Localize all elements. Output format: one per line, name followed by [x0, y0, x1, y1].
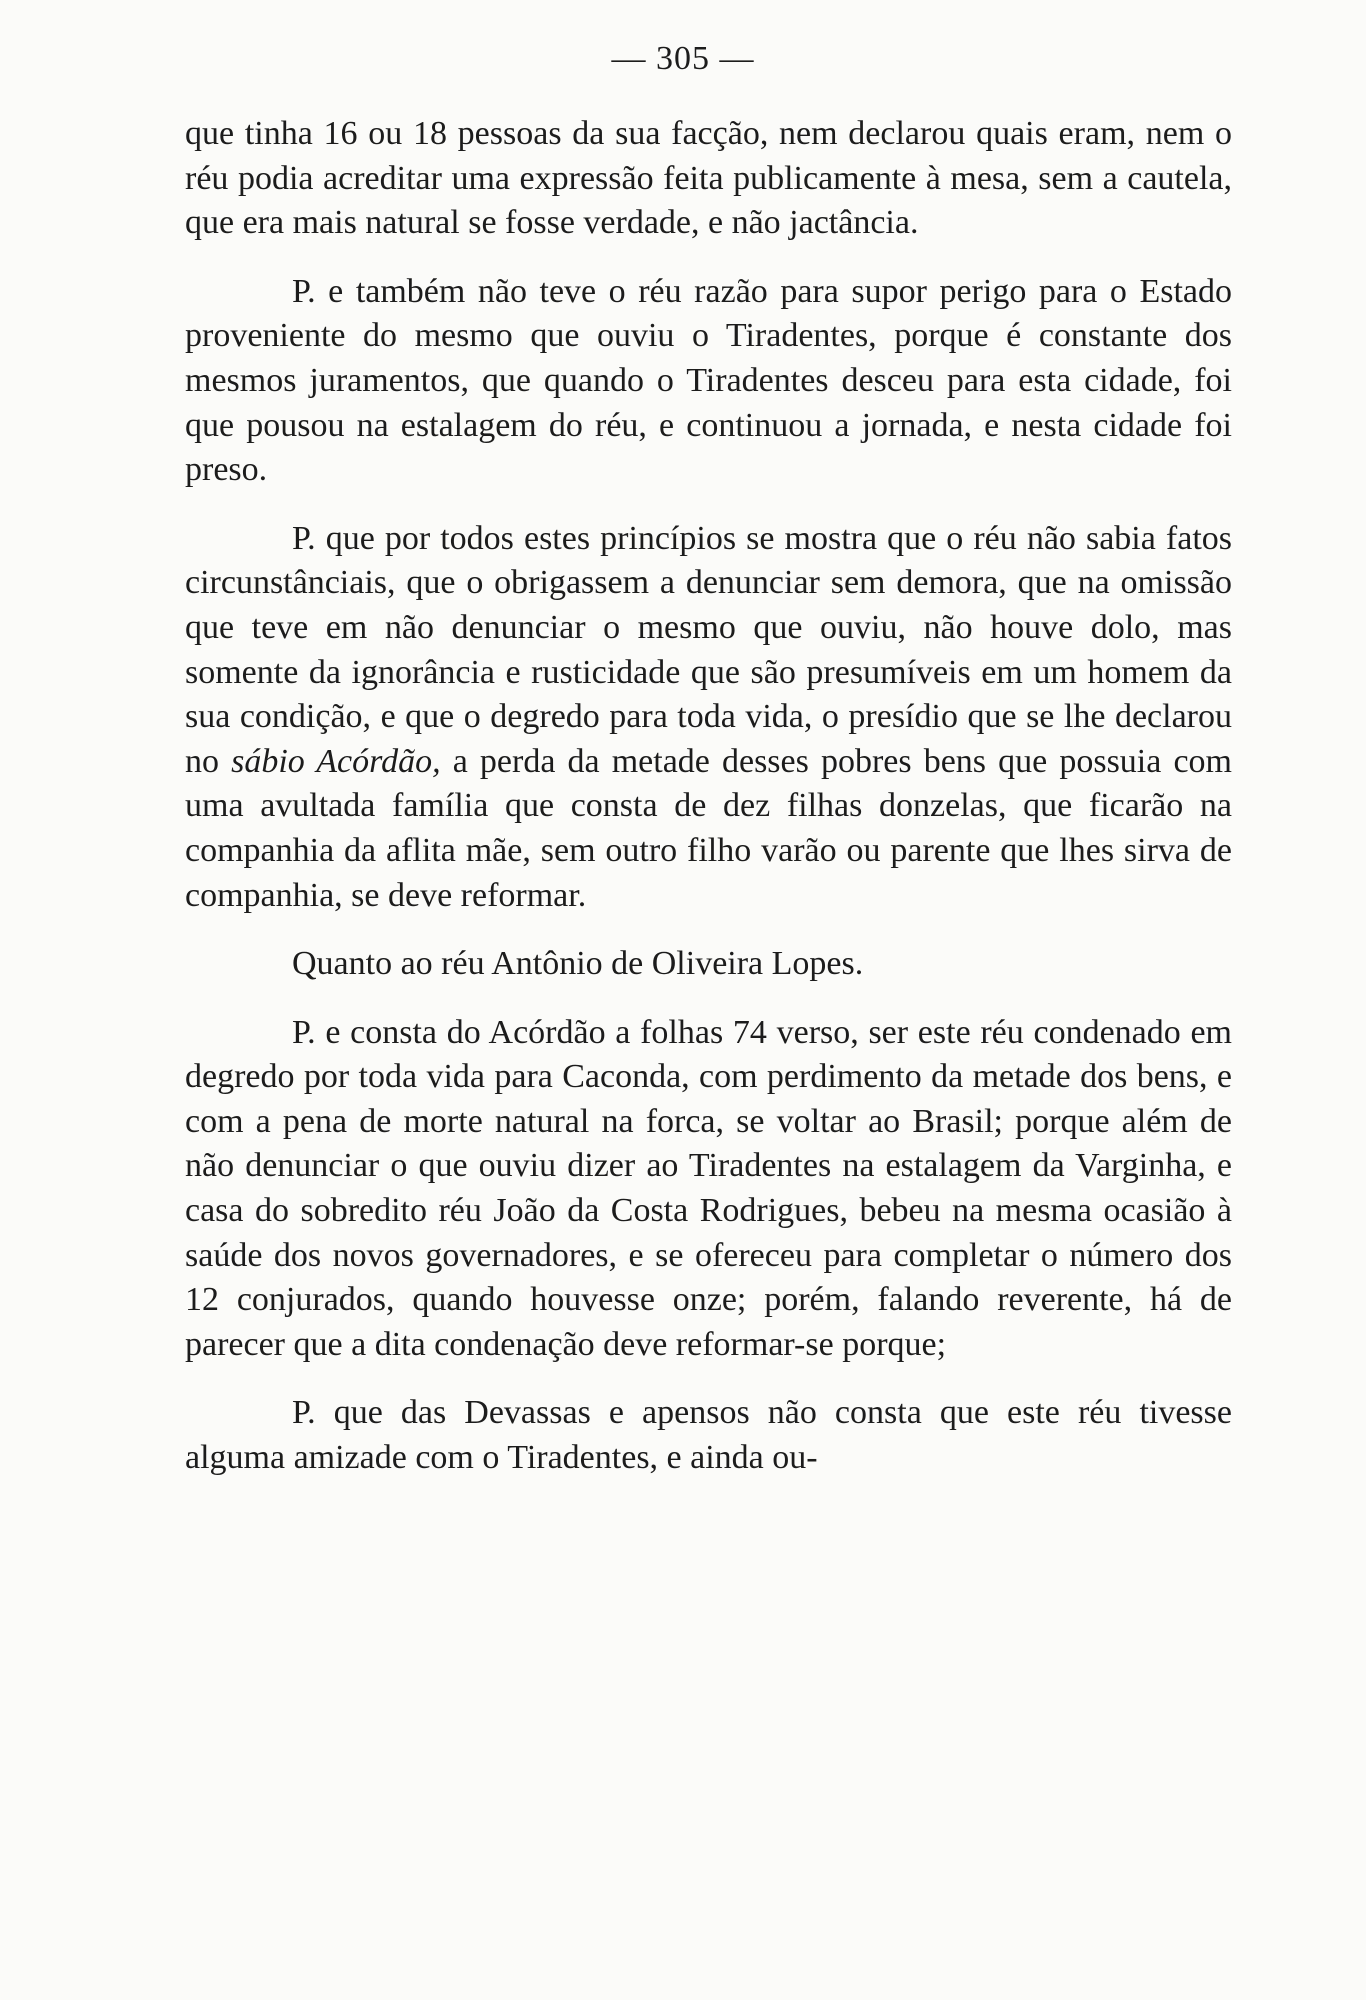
section-heading: Quanto ao réu Antônio de Oliveira Lopes.: [292, 945, 864, 983]
paragraph-3: [185, 517, 1232, 918]
text-body: [185, 112, 1232, 1481]
paragraph-2: P. e também não teve o réu razão para supor perigo para o Estado proveniente do mesmo que ouviu o Tiradentes, porque é constante dos mesmos juramentos, que quando o Tiradentes desceu para esta cidade, foi que pousou na estalagem do réu, e continuou a jornada, e nesta cidade foi preso.: [185, 272, 1232, 489]
paragraph-3-italic: sábio Acórdão,: [231, 742, 441, 780]
paragraph-6: P. que das Devassas e apensos não consta que este réu tivesse alguma amizade com o Tiradentes, e ainda ou-: [185, 1394, 1232, 1477]
page-number: — 305 —: [611, 40, 755, 77]
paragraph-5: P. e consta do Acórdão a folhas 74 verso, ser este réu condenado em degredo por toda vida para Caconda, com perdimento da metade dos bens, e com a pena de morte natural na forca, se voltar ao Brasil; porque além de não denunciar o que ouviu dizer ao Tiradentes na estalagem da Varginha, e casa do sobredito réu João da Costa Rodrigues, bebeu na mesma ocasião à saúde dos novos governadores, e se ofereceu para completar o número dos 12 conjurados, quando houvesse onze; porém, falando reverente, há de parecer que a dita condenação deve reformar-se porque;: [185, 1013, 1232, 1363]
paragraph-3-text-before: P. que por todos estes princípios se mostra que o réu não sabia fatos circunstânciais, que o obrigassem a denunciar sem demora, que na omissão que teve em não denunciar o mesmo que ouviu, não houve dolo, mas somente da ignorância e rusticidade que são presumíveis em um homem da sua condição, e que o degredo para toda vida, o presídio que se lhe declarou no: [185, 519, 1232, 780]
paragraph-1: que tinha 16 ou 18 pessoas da sua facção, nem declarou quais eram, nem o réu podia acreditar uma expressão feita publicamente à mesa, sem a cautela, que era mais natural se fosse verdade, e não jactância.: [185, 115, 1232, 242]
paragraph-3-text-after: a perda da metade desses pobres bens que possuia com uma avultada família que consta de dez filhas donzelas, que ficarão na companhia da aflita mãe, sem outro filho varão ou parente que lhes sirva de companhia, se deve reformar.: [185, 742, 1232, 914]
